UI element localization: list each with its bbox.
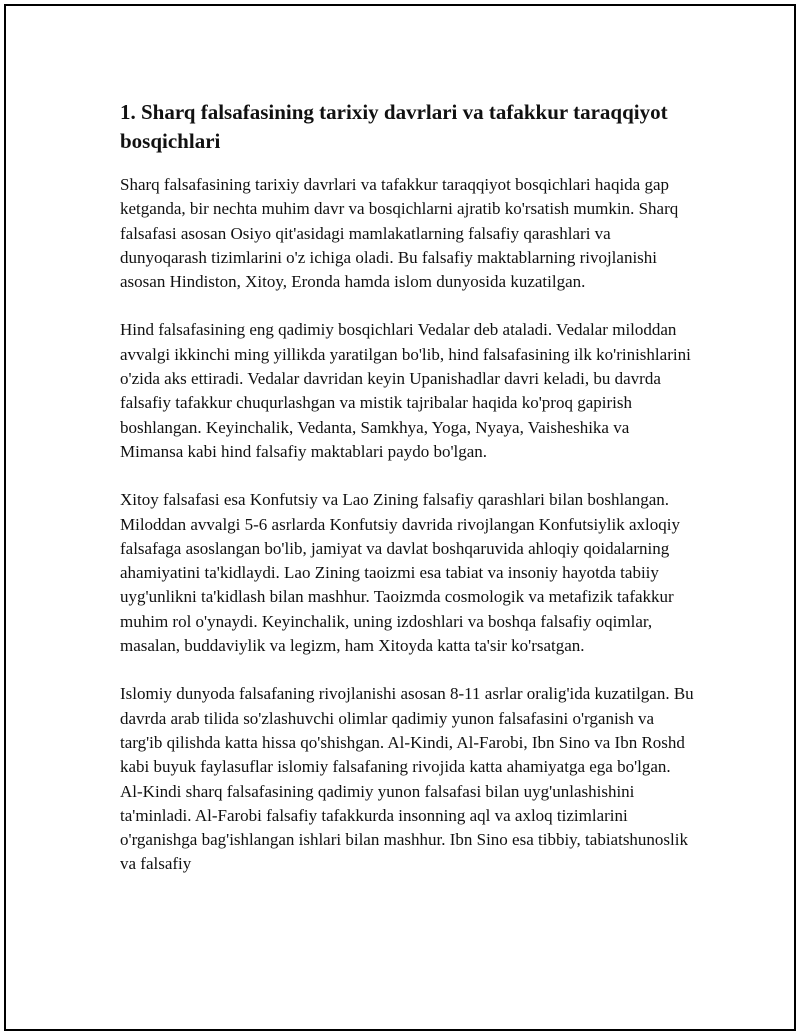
paragraph-chinese-philosophy: Xitoy falsafasi esa Konfutsiy va Lao Zining falsafiy qarashlari bilan boshlangan. Miloddan avvalgi 5-6 asrlarda Konfutsiy davrida rivojlangan Konfutsiylik axloqiy falsafaga asoslangan bo'lib, jamiyat va davlat boshqaruvida ahloqiy qoidalarning ahamiyatini ta'kidlaydi. Lao Zining taoizmi esa tabiat va insoniy hayotda tabiiy uyg'unlikni ta'kidlash bilan mashhur. Taoizmda cosmologik va metafizik tafakkur muhim rol o'ynaydi. Keyinchalik, uning izdoshlari va boshqa falsafiy oqimlar, masalan, buddaviylik va legizm, ham Xitoyda katta ta'sir ko'rsatgan. bbox=[120, 490, 680, 656]
document-page bbox=[4, 4, 796, 1031]
paragraph-intro: Sharq falsafasining tarixiy davrlari va tafakkur taraqqiyot bosqichlari haqida gap ketganda, bir nechta muhim davr va bosqichlarni ajratib ko'rsatish mumkin. Sharq falsafasi asosan Osiyo qit'asidagi mamlakatlarning falsafiy qarashlari va dunyoqarash tizimlarini o'z ichiga oladi. Bu falsafiy maktablarning rivojlanishi asosan Hindiston, Xitoy, Eronda hamda islom dunyosida kuzatilgan. bbox=[120, 175, 679, 292]
document-body bbox=[120, 98, 696, 877]
section-heading: 1. Sharq falsafasining tarixiy davrlari va tafakkur taraqqiyot bosqichlari bbox=[120, 100, 668, 153]
paragraph-islamic-philosophy: Islomiy dunyoda falsafaning rivojlanishi asosan 8-11 asrlar oralig'ida kuzatilgan. Bu davrda arab tilida so'zlashuvchi olimlar qadimiy yunon falsafasini o'rganish va targ'ib qilishda katta hissa qo'shishgan. Al-Kindi, Al-Farobi, Ibn Sino va Ibn Roshd kabi buyuk faylasuflar islomiy falsafaning rivojida katta ahamiyatga ega bo'lgan. Al-Kindi sharq falsafasining qadimiy yunon falsafasi bilan uyg'unlashishini ta'minladi. Al-Farobi falsafiy tafakkurda insonning aql va axloq tizimlarini o'rganishga bag'ishlangan ishlari bilan mashhur. Ibn Sino esa tibbiy, tabiatshunoslik va falsafiy bbox=[120, 684, 694, 874]
paragraph-indian-philosophy: Hind falsafasining eng qadimiy bosqichlari Vedalar deb ataladi. Vedalar miloddan avvalgi ikkinchi ming yillikda yaratilgan bo'lib, hind falsafasining ilk ko'rinishlarini o'zida aks ettiradi. Vedalar davridan keyin Upanishadlar davri keladi, bu davrda falsafiy tafakkur chuqurlashgan va mistik tajribalar haqida ko'proq gapirish boshlangan. Keyinchalik, Vedanta, Samkhya, Yoga, Nyaya, Vaisheshika va Mimansa kabi hind falsafiy maktablari paydo bo'lgan. bbox=[120, 320, 691, 461]
